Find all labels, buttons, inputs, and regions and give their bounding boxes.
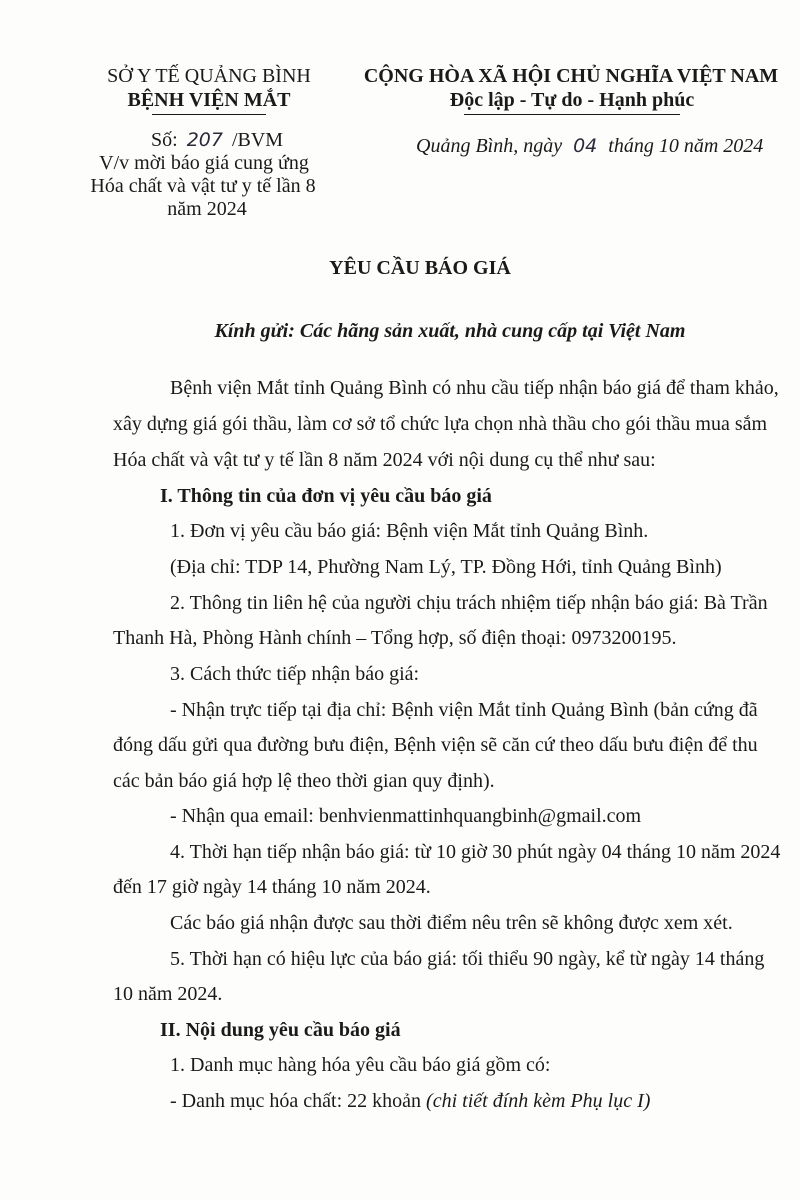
- section-heading-1: I. Thông tin của đơn vị yêu cầu báo giá: [160, 485, 492, 507]
- info-item: 3. Cách thức tiếp nhận báo giá:: [170, 663, 420, 685]
- document-number: [151, 130, 283, 150]
- subject-line: Hóa chất và vật tư y tế lần 8: [90, 175, 316, 197]
- info-item: 1. Đơn vị yêu cầu báo giá: Bệnh viện Mắt tỉnh Quảng Bình.: [170, 520, 649, 542]
- handwritten-day: 04: [573, 135, 598, 157]
- motto-underline: [464, 114, 680, 115]
- document-title: YÊU CẦU BÁO GIÁ: [329, 257, 511, 279]
- section-heading-2: II. Nội dung yêu cầu báo giá: [160, 1019, 401, 1041]
- chemical-list-label: - Danh mục hóa chất: 22 khoản: [170, 1090, 427, 1112]
- email-line: - Nhận qua email: benhvienmattinhquangbinh@gmail.com: [170, 805, 642, 827]
- subject-line: năm 2024: [167, 198, 247, 220]
- info-item: Các báo giá nhận được sau thời điểm nêu trên sẽ không được xem xét.: [170, 912, 733, 934]
- content-item: [170, 1091, 650, 1111]
- info-item: Thanh Hà, Phòng Hành chính – Tổng hợp, số điện thoại: 0973200195.: [113, 627, 677, 649]
- number-label: Số:: [151, 129, 178, 151]
- info-item: - Nhận trực tiếp tại địa chỉ: Bệnh viện Mắt tỉnh Quảng Bình (bản cứng đã: [170, 699, 758, 721]
- intro-line: xây dựng giá gói thầu, làm cơ sở tổ chức lựa chọn nhà thầu cho gói thầu mua sắm: [113, 413, 768, 435]
- info-item: 4. Thời hạn tiếp nhận báo giá: từ 10 giờ 30 phút ngày 04 tháng 10 năm 2024: [170, 841, 781, 863]
- national-title: CỘNG HÒA XÃ HỘI CHỦ NGHĨA VIỆT NAM: [363, 65, 779, 87]
- content-item: 1. Danh mục hàng hóa yêu cầu báo giá gồm có:: [170, 1054, 551, 1076]
- info-item: 5. Thời hạn có hiệu lực của báo giá: tối thiểu 90 ngày, kể từ ngày 14 tháng: [170, 948, 765, 970]
- handwritten-number: 207: [186, 129, 223, 151]
- intro-line: Hóa chất và vật tư y tế lần 8 năm 2024 với nội dung cụ thể như sau:: [113, 449, 656, 471]
- info-item: 2. Thông tin liên hệ của người chịu trách nhiệm tiếp nhận báo giá: Bà Trần: [170, 592, 768, 614]
- hospital-underline: [152, 114, 266, 115]
- subject-line: V/v mời báo giá cung ứng: [99, 152, 309, 174]
- info-item: đến 17 giờ ngày 14 tháng 10 năm 2024.: [113, 876, 431, 898]
- info-item: các bản báo giá hợp lệ theo thời gian quy định).: [113, 770, 495, 792]
- info-item: đóng dấu gửi qua đường bưu điện, Bệnh viện sẽ căn cứ theo dấu bưu điện để thu: [113, 734, 758, 756]
- number-suffix: /BVM: [231, 129, 284, 151]
- department-name: SỞ Y TẾ QUẢNG BÌNH: [107, 65, 311, 87]
- date-suffix: tháng 10 năm 2024: [608, 135, 764, 157]
- info-item: 10 năm 2024.: [113, 983, 223, 1005]
- date-prefix: Quảng Bình, ngày: [416, 135, 563, 157]
- place-date: [416, 136, 763, 156]
- chemical-list-note: (chi tiết đính kèm Phụ lục I): [426, 1090, 651, 1112]
- intro-line: Bệnh viện Mắt tỉnh Quảng Bình có nhu cầu tiếp nhận báo giá để tham khảo,: [170, 377, 779, 399]
- hospital-name: BỆNH VIỆN MẮT: [127, 89, 291, 111]
- recipient-line: Kính gửi: Các hãng sản xuất, nhà cung cấp tại Việt Nam: [214, 320, 686, 342]
- info-item: (Địa chỉ: TDP 14, Phường Nam Lý, TP. Đồng Hới, tỉnh Quảng Bình): [170, 556, 722, 578]
- national-motto: Độc lập - Tự do - Hạnh phúc: [449, 89, 695, 111]
